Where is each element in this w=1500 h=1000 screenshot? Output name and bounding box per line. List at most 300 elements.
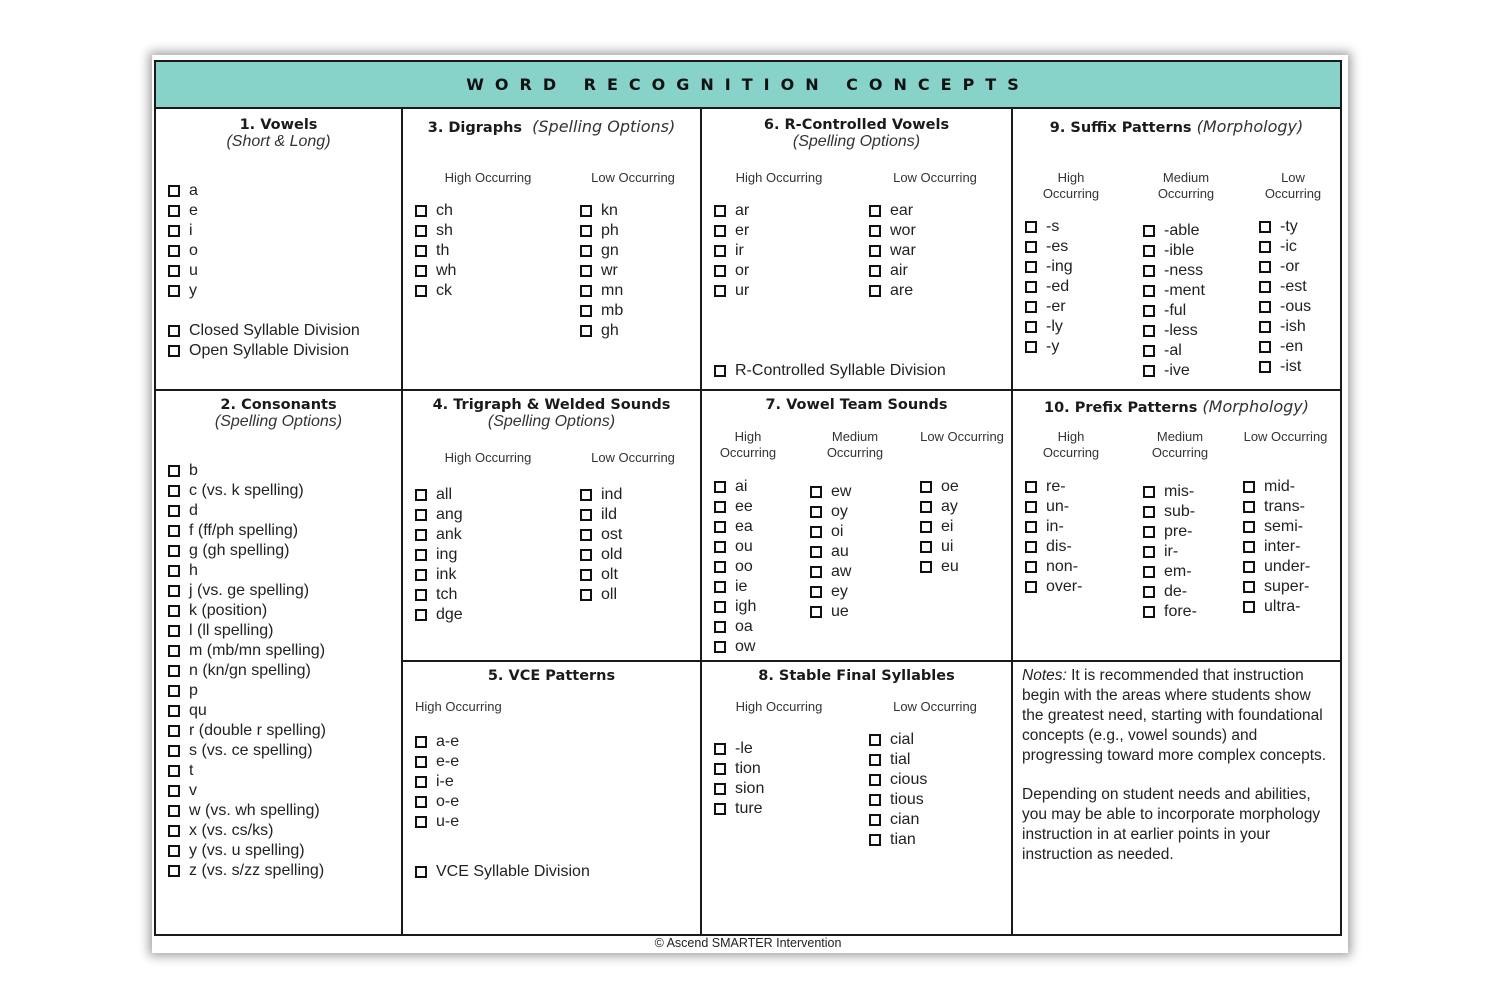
checklist-item[interactable]: [920, 557, 959, 577]
checklist-item[interactable]: [415, 605, 463, 625]
checkbox[interactable]: [810, 606, 822, 618]
checkbox[interactable]: [168, 645, 180, 657]
checkbox[interactable]: [168, 225, 180, 237]
checklist-item[interactable]: [415, 545, 463, 565]
checklist-item[interactable]: [1025, 497, 1082, 517]
checklist-item[interactable]: [714, 537, 756, 557]
checklist-item[interactable]: [168, 461, 326, 481]
checklist-item[interactable]: [869, 770, 927, 790]
checkbox[interactable]: [1243, 581, 1255, 593]
checklist-item[interactable]: [168, 661, 326, 681]
section-title: 1. Vowels: [239, 117, 318, 133]
checklist-item[interactable]: [714, 477, 756, 497]
checkbox[interactable]: [1143, 526, 1155, 538]
checklist-item[interactable]: [168, 501, 326, 521]
checkbox[interactable]: [168, 625, 180, 637]
checklist-item-label: oo: [735, 558, 753, 575]
checklist-item[interactable]: [1259, 297, 1311, 317]
checklist-item[interactable]: [1243, 497, 1310, 517]
checkbox[interactable]: [1243, 501, 1255, 513]
checkbox[interactable]: [1143, 245, 1155, 257]
checklist-item[interactable]: [1143, 361, 1205, 381]
checklist-item[interactable]: [415, 261, 456, 281]
checklist-item[interactable]: [580, 301, 623, 321]
checkbox[interactable]: [1259, 341, 1271, 353]
checklist-item[interactable]: [580, 201, 623, 221]
checkbox[interactable]: [714, 621, 726, 633]
checklist-item[interactable]: [168, 701, 326, 721]
checklist-item[interactable]: [869, 730, 927, 750]
checkbox[interactable]: [1025, 321, 1037, 333]
checklist-item[interactable]: [869, 810, 927, 830]
checkbox[interactable]: [168, 285, 180, 297]
checkbox[interactable]: [1243, 561, 1255, 573]
checklist-item[interactable]: [1143, 221, 1205, 241]
checklist-item[interactable]: [714, 281, 749, 301]
checklist-item[interactable]: [1243, 577, 1310, 597]
checkbox[interactable]: [1143, 566, 1155, 578]
checkbox[interactable]: [168, 185, 180, 197]
checklist-item[interactable]: [1143, 522, 1197, 542]
checkbox[interactable]: [810, 566, 822, 578]
checkbox[interactable]: [714, 481, 726, 493]
checkbox[interactable]: [1025, 521, 1037, 533]
checklist-item[interactable]: [869, 281, 916, 301]
checkbox[interactable]: [168, 545, 180, 557]
checklist-item[interactable]: [714, 799, 764, 819]
checklist-item[interactable]: [168, 321, 360, 341]
checkbox[interactable]: [714, 245, 726, 257]
checkbox[interactable]: [714, 265, 726, 277]
checkbox[interactable]: [714, 763, 726, 775]
checkbox[interactable]: [168, 265, 180, 277]
checklist-item[interactable]: [920, 477, 959, 497]
checklist-item[interactable]: [714, 577, 756, 597]
checklist-item[interactable]: [714, 261, 749, 281]
checkbox[interactable]: [869, 754, 881, 766]
checkbox[interactable]: [714, 521, 726, 533]
checklist-item[interactable]: [1025, 477, 1082, 497]
checklist-item[interactable]: [714, 517, 756, 537]
checkbox[interactable]: [920, 521, 932, 533]
checklist-item[interactable]: [1143, 261, 1205, 281]
checklist-item[interactable]: [1025, 557, 1082, 577]
checklist-item[interactable]: [168, 621, 326, 641]
checkbox[interactable]: [1025, 541, 1037, 553]
checkbox[interactable]: [714, 601, 726, 613]
checkbox[interactable]: [415, 796, 427, 808]
checkbox[interactable]: [714, 803, 726, 815]
checklist-item[interactable]: [168, 181, 198, 201]
checklist-item-label: -ing: [1046, 258, 1073, 275]
checklist-item[interactable]: [580, 221, 623, 241]
checkbox[interactable]: [1143, 325, 1155, 337]
checkbox[interactable]: [1025, 221, 1037, 233]
checklist-item[interactable]: [580, 565, 622, 585]
checklist-item[interactable]: [1143, 502, 1197, 522]
checklist-item[interactable]: [168, 801, 326, 821]
checklist-item[interactable]: [580, 321, 623, 341]
checkbox[interactable]: [1025, 241, 1037, 253]
checkbox[interactable]: [714, 501, 726, 513]
checkbox[interactable]: [415, 816, 427, 828]
checklist-item[interactable]: [415, 241, 456, 261]
checkbox[interactable]: [1025, 261, 1037, 273]
checklist-item[interactable]: [1243, 557, 1310, 577]
checklist-item[interactable]: [415, 485, 463, 505]
checkbox[interactable]: [714, 541, 726, 553]
checkbox[interactable]: [415, 509, 427, 521]
checkbox[interactable]: [580, 265, 592, 277]
checklist-item[interactable]: [1143, 281, 1205, 301]
checkbox[interactable]: [869, 774, 881, 786]
checkbox[interactable]: [168, 865, 180, 877]
checklist-item[interactable]: [1259, 317, 1311, 337]
checkbox[interactable]: [810, 506, 822, 518]
checkbox[interactable]: [415, 489, 427, 501]
checklist-item[interactable]: [168, 761, 326, 781]
checkbox[interactable]: [168, 785, 180, 797]
checkbox[interactable]: [1143, 486, 1155, 498]
checklist-item[interactable]: [168, 281, 198, 301]
checkbox[interactable]: [168, 505, 180, 517]
checklist-item[interactable]: [1025, 537, 1082, 557]
checklist-item[interactable]: [415, 812, 459, 832]
checkbox[interactable]: [1143, 345, 1155, 357]
checklist-item[interactable]: [168, 721, 326, 741]
checklist-item[interactable]: [1143, 241, 1205, 261]
checklist-item[interactable]: [920, 537, 959, 557]
checkbox[interactable]: [580, 325, 592, 337]
checkbox[interactable]: [810, 526, 822, 538]
checklist-item[interactable]: [714, 597, 756, 617]
checklist-item[interactable]: [415, 525, 463, 545]
checklist-item[interactable]: [1025, 297, 1073, 317]
checklist-item[interactable]: [1259, 217, 1311, 237]
checklist-item[interactable]: [869, 201, 916, 221]
checklist-item[interactable]: [168, 521, 326, 541]
checkbox[interactable]: [415, 245, 427, 257]
checkbox[interactable]: [415, 756, 427, 768]
checklist-item[interactable]: [1259, 337, 1311, 357]
checkbox[interactable]: [580, 225, 592, 237]
checkbox[interactable]: [810, 586, 822, 598]
checklist-item[interactable]: [869, 261, 916, 281]
checkbox[interactable]: [415, 285, 427, 297]
checklist-item[interactable]: [168, 221, 198, 241]
checklist-item[interactable]: [869, 790, 927, 810]
checkbox[interactable]: [168, 465, 180, 477]
checkbox[interactable]: [415, 736, 427, 748]
checklist-item[interactable]: [580, 505, 622, 525]
checkbox[interactable]: [580, 589, 592, 601]
checklist-item[interactable]: [168, 601, 326, 621]
checkbox[interactable]: [1025, 481, 1037, 493]
checklist-item[interactable]: [1243, 477, 1310, 497]
checkbox[interactable]: [168, 525, 180, 537]
checklist-item[interactable]: [168, 741, 326, 761]
checkbox[interactable]: [1243, 601, 1255, 613]
checkbox[interactable]: [1243, 541, 1255, 553]
checklist-item[interactable]: [810, 562, 851, 582]
checklist-item[interactable]: [168, 581, 326, 601]
checkbox[interactable]: [168, 665, 180, 677]
checkbox[interactable]: [1143, 546, 1155, 558]
checkbox[interactable]: [1243, 481, 1255, 493]
checkbox[interactable]: [1259, 241, 1271, 253]
checkbox[interactable]: [168, 765, 180, 777]
copyright-footer: © Ascend SMARTER Intervention: [654, 936, 842, 950]
checkbox[interactable]: [1025, 561, 1037, 573]
checklist-item[interactable]: [810, 602, 851, 622]
checkbox[interactable]: [415, 225, 427, 237]
checkbox[interactable]: [869, 245, 881, 257]
checklist-item[interactable]: [168, 341, 360, 361]
checklist-item[interactable]: [810, 482, 851, 502]
checklist-item[interactable]: [1025, 577, 1082, 597]
checklist-item[interactable]: [1143, 301, 1205, 321]
checkbox[interactable]: [168, 205, 180, 217]
checklist-item[interactable]: [714, 241, 749, 261]
checkbox[interactable]: [1025, 281, 1037, 293]
checklist-item[interactable]: [415, 752, 459, 772]
checklist-item[interactable]: [580, 261, 623, 281]
checklist-item[interactable]: [1243, 597, 1310, 617]
checkbox[interactable]: [1143, 365, 1155, 377]
checklist-item[interactable]: [168, 681, 326, 701]
checklist-item[interactable]: [1143, 562, 1197, 582]
checklist-item[interactable]: [415, 281, 456, 301]
checklist-item[interactable]: [168, 861, 326, 881]
checkbox[interactable]: [1143, 305, 1155, 317]
checkbox[interactable]: [920, 501, 932, 513]
checkbox[interactable]: [415, 549, 427, 561]
checkbox[interactable]: [168, 845, 180, 857]
checkbox[interactable]: [714, 225, 726, 237]
checkbox[interactable]: [415, 609, 427, 621]
checklist: [168, 461, 326, 881]
checkbox[interactable]: [1025, 581, 1037, 593]
checkbox[interactable]: [168, 745, 180, 757]
checkbox[interactable]: [1143, 265, 1155, 277]
checklist-item[interactable]: [580, 585, 622, 605]
checklist-item[interactable]: [714, 201, 749, 221]
checklist-item[interactable]: [1259, 237, 1311, 257]
checklist-item[interactable]: [1143, 341, 1205, 361]
checklist-item[interactable]: [580, 545, 622, 565]
checklist-item[interactable]: [1243, 517, 1310, 537]
checklist-item[interactable]: [714, 779, 764, 799]
checklist-item[interactable]: [869, 830, 927, 850]
checkbox[interactable]: [714, 743, 726, 755]
checklist-item[interactable]: [168, 241, 198, 261]
checkbox[interactable]: [415, 529, 427, 541]
checkbox[interactable]: [168, 605, 180, 617]
checklist-item[interactable]: [714, 759, 764, 779]
checkbox[interactable]: [1259, 321, 1271, 333]
checklist-item[interactable]: [580, 525, 622, 545]
checkbox[interactable]: [415, 866, 427, 878]
checklist-item[interactable]: [714, 617, 756, 637]
checklist: [168, 181, 198, 301]
checklist-item[interactable]: [869, 241, 916, 261]
checklist-item[interactable]: [920, 497, 959, 517]
checklist-item[interactable]: [810, 582, 851, 602]
checkbox[interactable]: [714, 285, 726, 297]
checklist-item[interactable]: [714, 637, 756, 657]
checklist-item[interactable]: [869, 750, 927, 770]
checklist-item[interactable]: [1025, 237, 1073, 257]
checkbox[interactable]: [580, 205, 592, 217]
checkbox[interactable]: [810, 546, 822, 558]
checkbox[interactable]: [1143, 586, 1155, 598]
checkbox[interactable]: [415, 205, 427, 217]
checkbox[interactable]: [869, 834, 881, 846]
checkbox[interactable]: [869, 285, 881, 297]
checklist-item[interactable]: [580, 241, 623, 261]
checkbox[interactable]: [580, 245, 592, 257]
checklist-item[interactable]: [920, 517, 959, 537]
checkbox[interactable]: [869, 814, 881, 826]
checkbox[interactable]: [168, 325, 180, 337]
checkbox[interactable]: [168, 725, 180, 737]
checkbox[interactable]: [168, 565, 180, 577]
checkbox[interactable]: [1259, 361, 1271, 373]
checkbox[interactable]: [714, 365, 726, 377]
checkbox[interactable]: [580, 285, 592, 297]
checklist-item[interactable]: [1025, 317, 1073, 337]
checkbox[interactable]: [415, 265, 427, 277]
checklist-item[interactable]: [1025, 257, 1073, 277]
checkbox[interactable]: [1259, 221, 1271, 233]
checkbox[interactable]: [168, 245, 180, 257]
checkbox[interactable]: [869, 794, 881, 806]
checklist-item[interactable]: [168, 541, 326, 561]
checkbox[interactable]: [1025, 301, 1037, 313]
checkbox[interactable]: [168, 585, 180, 597]
checkbox[interactable]: [920, 481, 932, 493]
checkbox[interactable]: [1259, 281, 1271, 293]
checklist-item[interactable]: [415, 565, 463, 585]
checkbox[interactable]: [1143, 606, 1155, 618]
checklist-item[interactable]: [168, 561, 326, 581]
checklist-item[interactable]: [1025, 277, 1073, 297]
checkbox[interactable]: [714, 641, 726, 653]
checkbox[interactable]: [580, 549, 592, 561]
checklist-item[interactable]: [810, 502, 851, 522]
checklist-item[interactable]: [415, 221, 456, 241]
checklist-item[interactable]: [1243, 537, 1310, 557]
checklist-item[interactable]: [168, 781, 326, 801]
checklist-item[interactable]: [1143, 321, 1205, 341]
checklist-item[interactable]: [168, 821, 326, 841]
checkbox[interactable]: [415, 589, 427, 601]
checklist-item[interactable]: [1143, 602, 1197, 622]
checklist-item[interactable]: [415, 862, 590, 882]
checklist-item[interactable]: [714, 739, 764, 759]
checkbox[interactable]: [1025, 341, 1037, 353]
checkbox[interactable]: [580, 489, 592, 501]
checkbox[interactable]: [920, 561, 932, 573]
checkbox[interactable]: [920, 541, 932, 553]
checklist-item[interactable]: [580, 281, 623, 301]
checklist-item[interactable]: [1143, 542, 1197, 562]
checkbox[interactable]: [1143, 225, 1155, 237]
section-title: 7. Vowel Team Sounds: [765, 397, 948, 413]
checkbox[interactable]: [580, 569, 592, 581]
checkbox[interactable]: [869, 265, 881, 277]
checkbox[interactable]: [168, 705, 180, 717]
checkbox[interactable]: [869, 734, 881, 746]
checklist-item-label: kn: [601, 202, 618, 219]
checklist-item[interactable]: [1025, 217, 1073, 237]
checklist-item-label: -ly: [1046, 318, 1063, 335]
checkbox[interactable]: [580, 529, 592, 541]
checkbox[interactable]: [869, 225, 881, 237]
checkbox[interactable]: [1025, 501, 1037, 513]
checklist-item[interactable]: [580, 485, 622, 505]
checkbox[interactable]: [869, 205, 881, 217]
checklist-item[interactable]: [714, 221, 749, 241]
checkbox[interactable]: [714, 561, 726, 573]
checklist-item[interactable]: [1143, 482, 1197, 502]
checkbox[interactable]: [1243, 521, 1255, 533]
checklist-item[interactable]: [869, 221, 916, 241]
checkbox[interactable]: [415, 569, 427, 581]
checklist-item[interactable]: [1025, 517, 1082, 537]
checklist-item[interactable]: [415, 585, 463, 605]
checklist-item[interactable]: [810, 542, 851, 562]
checkbox[interactable]: [1259, 301, 1271, 313]
checkbox[interactable]: [580, 305, 592, 317]
checkbox[interactable]: [714, 205, 726, 217]
checkbox[interactable]: [168, 805, 180, 817]
checkbox[interactable]: [168, 345, 180, 357]
checklist-item[interactable]: [415, 732, 459, 752]
checkbox[interactable]: [168, 485, 180, 497]
checklist-item[interactable]: [1259, 257, 1311, 277]
checklist-item[interactable]: [714, 557, 756, 577]
checkbox[interactable]: [810, 486, 822, 498]
checklist-item[interactable]: [168, 201, 198, 221]
checkbox[interactable]: [1143, 285, 1155, 297]
checkbox[interactable]: [714, 783, 726, 795]
checklist-item[interactable]: [415, 201, 456, 221]
checklist-item[interactable]: [1259, 277, 1311, 297]
checklist-item[interactable]: [168, 841, 326, 861]
checkbox[interactable]: [580, 509, 592, 521]
checklist-item[interactable]: [415, 772, 459, 792]
checkbox[interactable]: [1259, 261, 1271, 273]
checklist-item[interactable]: [168, 641, 326, 661]
checkbox[interactable]: [168, 685, 180, 697]
checklist-item[interactable]: [168, 481, 326, 501]
checklist-item[interactable]: [1259, 357, 1311, 377]
section-trigraphs: [403, 391, 700, 660]
checkbox[interactable]: [168, 825, 180, 837]
checklist-item[interactable]: [714, 497, 756, 517]
checklist-item[interactable]: [714, 361, 946, 381]
checklist-item[interactable]: [1025, 337, 1073, 357]
checklist-item[interactable]: [810, 522, 851, 542]
checkbox[interactable]: [415, 776, 427, 788]
checklist-item[interactable]: [1143, 582, 1197, 602]
checklist-item[interactable]: [415, 505, 463, 525]
checkbox[interactable]: [1143, 506, 1155, 518]
checkbox[interactable]: [714, 581, 726, 593]
checklist-item[interactable]: [415, 792, 459, 812]
checklist-item[interactable]: [168, 261, 198, 281]
